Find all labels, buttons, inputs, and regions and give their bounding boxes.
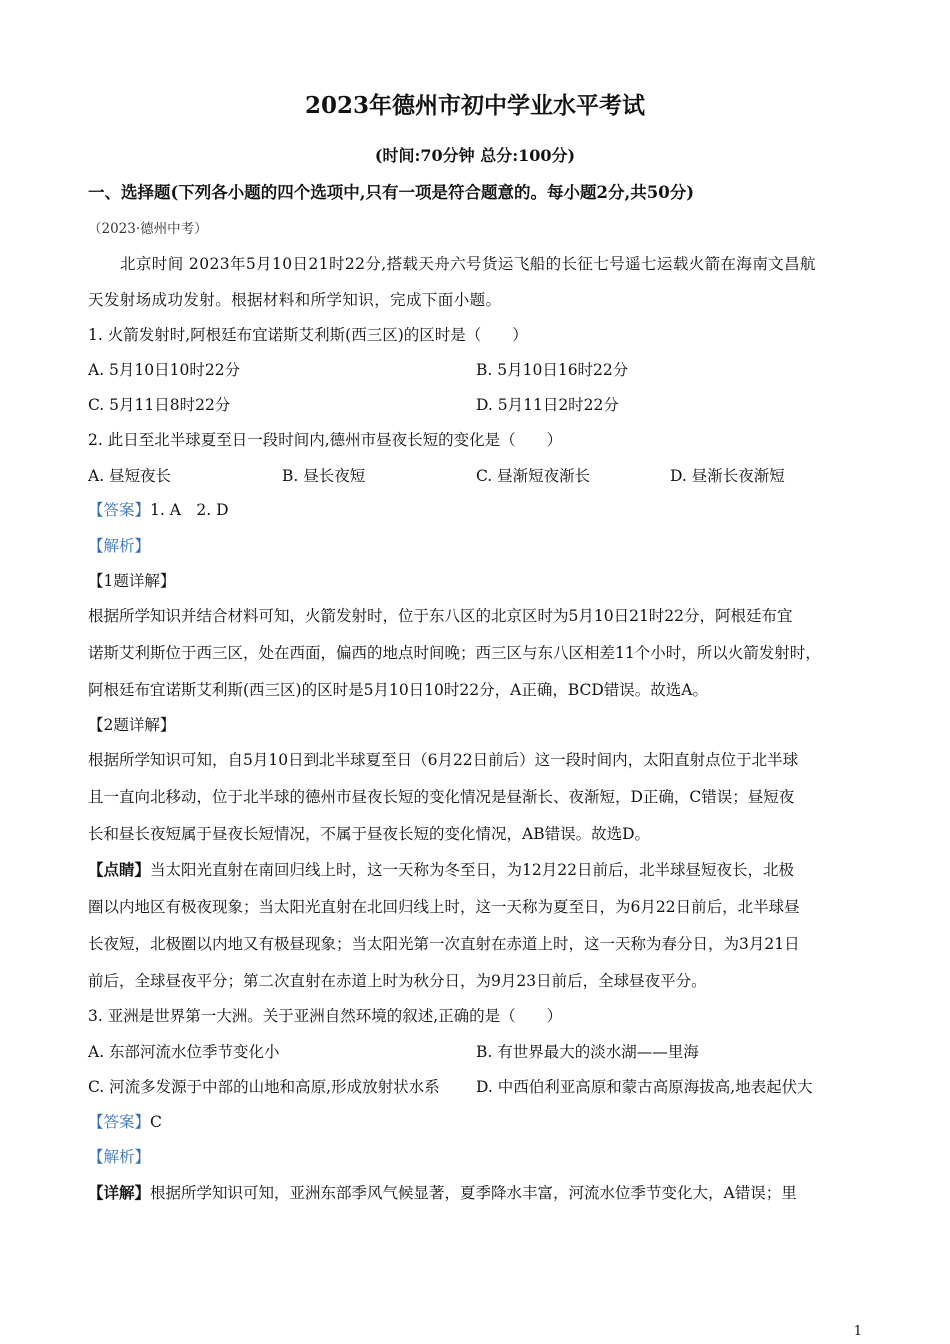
question-1-option-d: D. 5月11日2时22分 xyxy=(476,396,619,414)
detail-2-line-1: 根据所学知识可知，自5月10日到北半球夏至日（6月22日前后）这一段时间内，太阳直射点位于北半球 xyxy=(88,751,799,769)
question-2-option-a: A. 昼短夜长 xyxy=(88,467,172,485)
question-2-stem: 2. 此日至北半球夏至日一段时间内,德州市昼夜长短的变化是（ ） xyxy=(88,431,563,449)
detail-2-label: 【2题详解】 xyxy=(88,716,176,734)
question-3-option-d: D. 中西伯利亚高原和蒙古高原海拔高,地表起伏大 xyxy=(476,1078,813,1096)
tip-line-2: 圈以内地区有极夜现象；当太阳光直射在北回归线上时，这一天称为夏至日，为6月22日前后，北半球昼 xyxy=(88,898,800,916)
tip-tag: 【点睛】 xyxy=(88,860,151,879)
tip-line-3: 长夜短，北极圈以内地又有极昼现象；当太阳光第一次直射在赤道上时，这一天称为春分日，为3月21日 xyxy=(88,935,800,953)
tip-line-4: 前后，全球昼夜平分；第二次直射在赤道上时为秋分日，为9月23日前后，全球昼夜平分。 xyxy=(88,972,707,990)
question-1-option-c: C. 5月11日8时22分 xyxy=(88,396,231,414)
detail-1-line-2: 诺斯艾利斯位于西三区，处在西面，偏西的地点时间晚；西三区与东八区相差11个小时，所以火箭发射时， xyxy=(88,644,821,662)
answer-tag: 【答案】 xyxy=(88,501,151,519)
detail-1-line-3: 阿根廷布宜诺斯艾利斯(西三区)的区时是5月10日10时22分，A正确，BCD错误。故选A。 xyxy=(88,681,708,699)
answer-text: C xyxy=(150,1113,162,1131)
tip-line-1 xyxy=(88,860,878,880)
material-line-2: 天发射场成功发射。根据材料和所学知识，完成下面小题。 xyxy=(88,291,502,309)
section-heading: 一、选择题(下列各小题的四个选项中,只有一项是符合题意的。每小题2分,共50分) xyxy=(88,183,695,202)
exam-subtitle: (时间:70分钟 总分:100分) xyxy=(374,146,576,165)
page-number: 1 xyxy=(853,1324,862,1339)
question-2-option-b: B. 昼长夜短 xyxy=(282,467,366,485)
answer-text: 1. A 2. D xyxy=(150,501,229,519)
question-3-option-b: B. 有世界最大的淡水湖——里海 xyxy=(476,1043,699,1061)
question-3-stem: 3. 亚洲是世界第一大洲。关于亚洲自然环境的叙述,正确的是（ ） xyxy=(88,1007,563,1025)
detail-2-line-3: 长和昼长夜短属于昼夜长短情况，不属于昼夜长短的变化情况，AB错误。故选D。 xyxy=(88,825,651,843)
tip-text-1: 当太阳光直射在南回归线上时，这一天称为冬至日，为12月22日前后，北半球昼短夜长，北极 xyxy=(150,861,794,879)
question-3-option-a: A. 东部河流水位季节变化小 xyxy=(88,1043,280,1061)
question-2-option-d: D. 昼渐长夜渐短 xyxy=(670,467,785,485)
question-1-option-b: B. 5月10日16时22分 xyxy=(476,361,629,379)
question-3-option-c: C. 河流多发源于中部的山地和高原,形成放射状水系 xyxy=(88,1078,440,1096)
analysis-tag-1: 【解析】 xyxy=(88,537,151,555)
question-2-option-c: C. 昼渐短夜渐长 xyxy=(476,467,591,485)
detail-1-line-1: 根据所学知识并结合材料可知，火箭发射时，位于东八区的北京区时为5月10日21时22分，阿根廷布宜 xyxy=(88,607,793,625)
answer-block-3 xyxy=(88,1112,878,1132)
question-source: （2023·德州中考） xyxy=(88,221,208,237)
question-1-option-a: A. 5月10日10时22分 xyxy=(88,361,241,379)
material-line-1: 北京时间 2023年5月10日21时22分,搭载天舟六号货运飞船的长征七号遥七运载火箭在海南文昌航 xyxy=(120,255,816,273)
analysis-tag-3: 【解析】 xyxy=(88,1148,151,1166)
detail-3-text: 根据所学知识可知，亚洲东部季风气候显著，夏季降水丰富，河流水位季节变化大，A错误；里 xyxy=(150,1184,797,1202)
detail-2-line-2: 且一直向北移动，位于北半球的德州市昼夜长短的变化情况是昼渐长、夜渐短，D正确，C错误；昼短夜 xyxy=(88,788,795,806)
detail-3-tag: 【详解】 xyxy=(88,1183,151,1202)
detail-1-label: 【1题详解】 xyxy=(88,572,176,590)
answer-tag: 【答案】 xyxy=(88,1113,151,1131)
exam-title: 2023年德州市初中学业水平考试 xyxy=(304,92,645,119)
detail-3-line-1 xyxy=(88,1183,878,1203)
answer-block-1 xyxy=(88,500,878,520)
question-1-stem: 1. 火箭发射时,阿根廷布宜诺斯艾利斯(西三区)的区时是（ ） xyxy=(88,326,528,344)
